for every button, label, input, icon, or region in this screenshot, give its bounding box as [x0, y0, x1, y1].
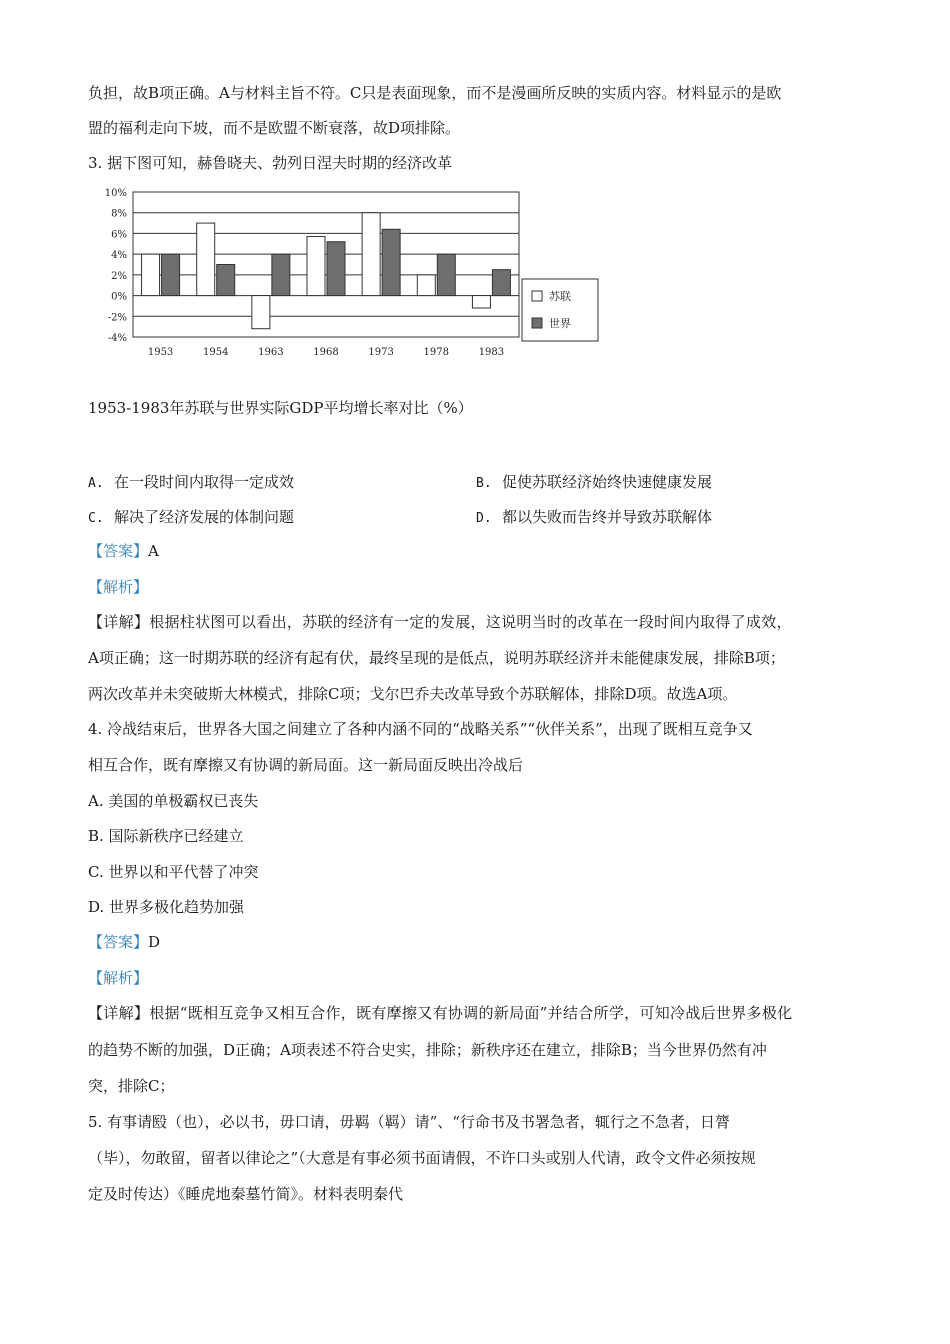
y-tick-label: -4%	[107, 333, 127, 344]
legend-label-soviet: 苏联	[549, 290, 571, 303]
detail-line: 的趋势不断的加强，D正确；A项表述不符合史实，排除；新秩序还在建立，排除B；当今世界仍然有冲	[88, 1041, 767, 1059]
option-c: C. 解决了经济发展的体制问题	[88, 508, 295, 526]
x-tick-label: 1963	[258, 347, 284, 358]
chart-legend	[522, 279, 598, 341]
detail-line: 【详解】根据“既相互竞争又相互合作，既有摩擦又有协调的新局面”并结合所学，可知冷战后世界多极化	[88, 1004, 793, 1022]
bar-soviet-1968	[307, 237, 325, 296]
answer-line: 【答案】A	[88, 542, 159, 560]
x-tick-label: 1983	[478, 347, 505, 358]
legend-label-world: 世界	[549, 317, 571, 330]
question-5-stem: 5. 有事请殹（也），必以书，毋口请，毋羁（羁）请”、“行命书及书署急者，辄行之不急者，日膂	[88, 1113, 730, 1131]
analysis-label: 【解析】	[88, 578, 149, 596]
analysis-label: 【解析】	[88, 969, 149, 987]
bar-world-1978	[437, 254, 455, 295]
option-d: D. 都以失败而告终并导致苏联解体	[476, 508, 713, 526]
x-tick-label: 1954	[202, 347, 229, 358]
bar-soviet-1954	[197, 223, 215, 295]
y-tick-label: 4%	[111, 250, 127, 262]
option-b: B. 促使苏联经济始终快速健康发展	[476, 473, 713, 491]
option-d: D. 世界多极化趋势加强	[88, 898, 245, 916]
bar-soviet-1953	[142, 254, 160, 295]
detail-line: A项正确；这一时期苏联的经济有起有伏，最终呈现的是低点，说明苏联经济并未能健康发展，排除B项；	[88, 649, 785, 667]
bar-world-1973	[382, 229, 400, 295]
option-a: A. 在一段时间内取得一定成效	[88, 473, 295, 491]
option-b: B. 国际新秩序已经建立	[88, 827, 244, 845]
chart-caption: 1953-1983年苏联与世界实际GDP平均增长率对比（%）	[88, 399, 473, 417]
legend-frame	[522, 279, 598, 341]
answer-line: 【答案】D	[88, 933, 161, 951]
x-tick-label: 1973	[368, 347, 394, 358]
bar-world-1963	[272, 254, 290, 295]
bar-soviet-1973	[362, 213, 380, 296]
gdp-growth-bar-chart	[96, 184, 606, 360]
legend-swatch-soviet	[532, 291, 542, 301]
y-tick-label: 0%	[111, 291, 127, 303]
x-tick-label: 1978	[423, 347, 450, 358]
detail-line: 两次改革并未突破斯大林模式，排除C项；戈尔巴乔夫改革导致个苏联解体，排除D项。故选A项。	[88, 685, 738, 703]
question-5-stem: （毕），勿敢留，留者以律论之”（大意是有事必须书面请假，不许口头或别人代请，政令文件必须按规	[88, 1149, 756, 1167]
question-3-stem: 3. 据下图可知，赫鲁晓夫、勃列日涅夫时期的经济改革	[88, 154, 453, 172]
detail-line: 突，排除C；	[88, 1077, 175, 1095]
x-tick-label: 1953	[147, 347, 174, 358]
paragraph-line: 负担，故B项正确。A与材料主旨不符。C只是表面现象，而不是漫画所反映的实质内容。材料显示的是欧	[88, 84, 782, 102]
legend-swatch-world	[532, 318, 542, 328]
y-tick-label: -2%	[107, 312, 127, 324]
x-tick-label: 1968	[313, 347, 339, 358]
y-tick-label: 10%	[104, 188, 127, 199]
option-a: A. 美国的单极霸权已丧失	[88, 792, 259, 810]
y-tick-label: 2%	[111, 270, 127, 282]
bar-world-1968	[327, 242, 345, 296]
bar-soviet-1963	[252, 296, 270, 329]
plot-frame	[133, 192, 519, 337]
y-tick-label: 8%	[111, 208, 127, 220]
option-c: C. 世界以和平代替了冲突	[88, 863, 259, 881]
paragraph-line: 盟的福利走向下坡，而不是欧盟不断衰落，故D项排除。	[88, 119, 461, 137]
bar-world-1953	[162, 254, 180, 295]
detail-line: 【详解】根据柱状图可以看出，苏联的经济有一定的发展，这说明当时的改革在一段时间内取得了成效，	[88, 613, 792, 631]
question-4-stem: 4. 冷战结束后，世界各大国之间建立了各种内涵不同的“战略关系”“伙伴关系”，出现了既相互竞争又	[88, 720, 753, 738]
bar-soviet-1983	[472, 296, 490, 308]
question-4-stem: 相互合作，既有摩擦又有协调的新局面。这一新局面反映出冷战后	[88, 756, 524, 774]
bar-world-1983	[492, 270, 510, 296]
question-5-stem: 定及时传达）《睡虎地秦墓竹简》。材料表明秦代	[88, 1185, 404, 1203]
bar-soviet-1978	[417, 275, 435, 296]
y-tick-label: 6%	[111, 229, 127, 241]
bar-world-1954	[217, 265, 235, 296]
